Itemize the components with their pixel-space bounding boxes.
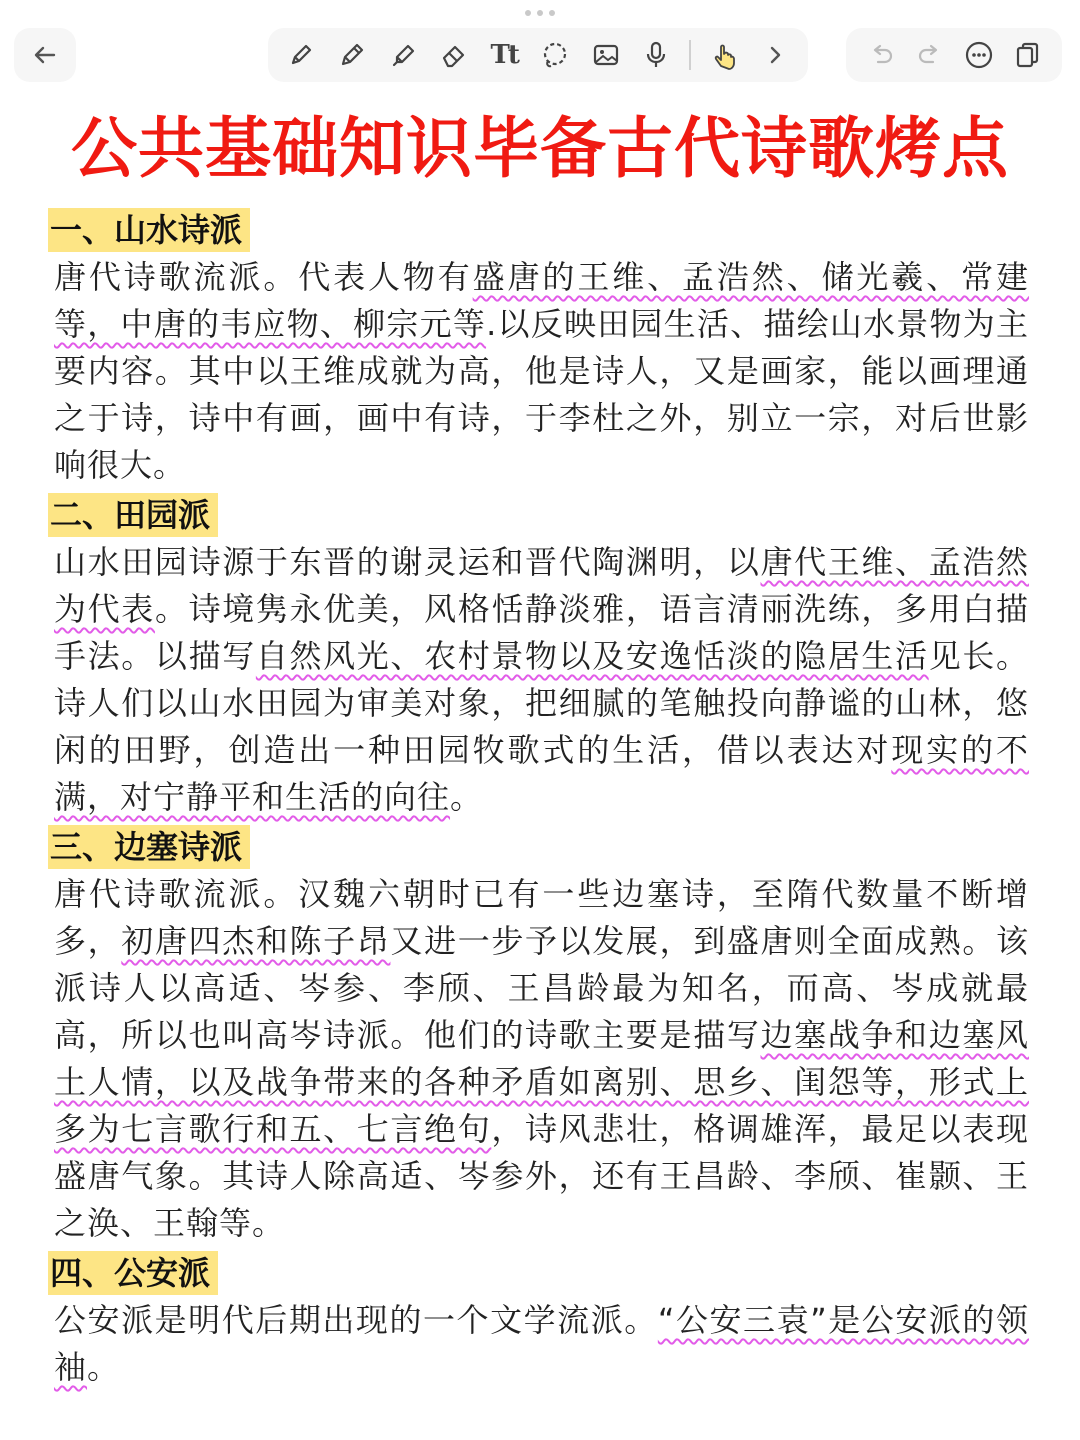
- section-body: 唐代诗歌流派。汉魏六朝时已有一些边塞诗，至隋代数量不断增多，初唐四杰和陈子昂又进一步予以发展，到盛唐则全面成熟。该派诗人以高适、岑参、李颀、王昌龄最为知名，而高、岑成就最高，所以也叫高岑诗派。他们的诗歌主要是描写边塞战争和边塞风土人情，以及战争带来的各种矛盾如离别、思乡、闺怨等，形式上多为七言歌行和五、七言绝句，诗风悲壮，格调雄浑，最足以表现盛唐气象。其诗人除高适、岑参外，还有王昌龄、李颀、崔颢、王之涣、王翰等。: [54, 875, 1029, 1242]
- section-heading: 三、边塞诗派: [48, 825, 250, 869]
- note-content: [50, 208, 1029, 1395]
- section-heading: 一、山水诗派: [48, 208, 250, 252]
- text-tool-icon[interactable]: Tt: [490, 40, 518, 70]
- section-shanshui: [50, 208, 1029, 489]
- section-heading: 四、公安派: [48, 1251, 218, 1295]
- toolbar-divider: [689, 40, 691, 70]
- pages-icon[interactable]: [1010, 37, 1046, 73]
- back-button[interactable]: [14, 28, 76, 82]
- highlighted-text: 唐代王维、孟浩然为代表: [54, 543, 1029, 628]
- redo-icon[interactable]: [912, 37, 948, 73]
- chevron-right-icon[interactable]: [757, 37, 793, 73]
- section-biansai: [50, 825, 1029, 1247]
- eraser-icon[interactable]: [436, 37, 472, 73]
- hand-touch-icon[interactable]: [706, 37, 742, 73]
- section-tianyuan: [50, 493, 1029, 821]
- microphone-icon[interactable]: [638, 37, 674, 73]
- section-gongan: [50, 1251, 1029, 1391]
- highlighted-text: 盛唐的王维、孟浩然、储光羲、常建等，中唐的韦应物、柳宗元等: [54, 258, 1029, 343]
- highlighter-icon[interactable]: [385, 37, 421, 73]
- highlighted-text: 初唐四杰和陈子昂: [121, 922, 391, 960]
- actions-toolbar: [846, 28, 1062, 82]
- highlighted-text: 边塞战争和边塞风土人情，以及战争带来的各种矛盾如离别、思乡、闺怨等，形式上多为七言歌行和五、七言绝句: [54, 1016, 1029, 1148]
- highlighted-text: 现实的不满，对宁静平和生活的向往: [54, 731, 1029, 816]
- page-title: 公共基础知识毕备古代诗歌烤点: [71, 110, 1009, 187]
- image-icon[interactable]: [588, 37, 624, 73]
- pen-icon[interactable]: [283, 37, 319, 73]
- pencil-icon[interactable]: [334, 37, 370, 73]
- highlighted-text: 自然风光、农村景物以及安逸恬淡的隐居生活: [255, 637, 929, 675]
- lasso-icon[interactable]: [537, 37, 573, 73]
- undo-icon[interactable]: [863, 37, 899, 73]
- section-heading: 二、田园派: [48, 493, 218, 537]
- highlighted-text: “公安三袁”是公安派的领袖: [54, 1301, 1029, 1386]
- section-body: 山水田园诗源于东晋的谢灵运和晋代陶渊明，以唐代王维、孟浩然为代表。诗境隽永优美，风格恬静淡雅，语言清丽洗练，多用白描手法。以描写自然风光、农村景物以及安逸恬淡的隐居生活见长。诗人们以山水田园为审美对象，把细腻的笔触投向静谧的山林，悠闲的田野，创造出一种田园牧歌式的生活，借以表达对现实的不满，对宁静平和生活的向往。: [54, 543, 1029, 816]
- arrow-left-icon: [27, 37, 63, 73]
- drawing-toolbar: [268, 28, 808, 82]
- window-drag-handle[interactable]: [525, 8, 555, 18]
- section-body: 公安派是明代后期出现的一个文学流派。“公安三袁”是公安派的领袖。: [54, 1301, 1029, 1386]
- more-icon[interactable]: [961, 37, 997, 73]
- section-body: 唐代诗歌流派。代表人物有盛唐的王维、孟浩然、储光羲、常建等，中唐的韦应物、柳宗元等.以反映田园生活、描绘山水景物为主要内容。其中以王维成就为高，他是诗人，又是画家，能以画理通之于诗，诗中有画，画中有诗，于李杜之外，别立一宗，对后世影响很大。: [54, 258, 1029, 484]
